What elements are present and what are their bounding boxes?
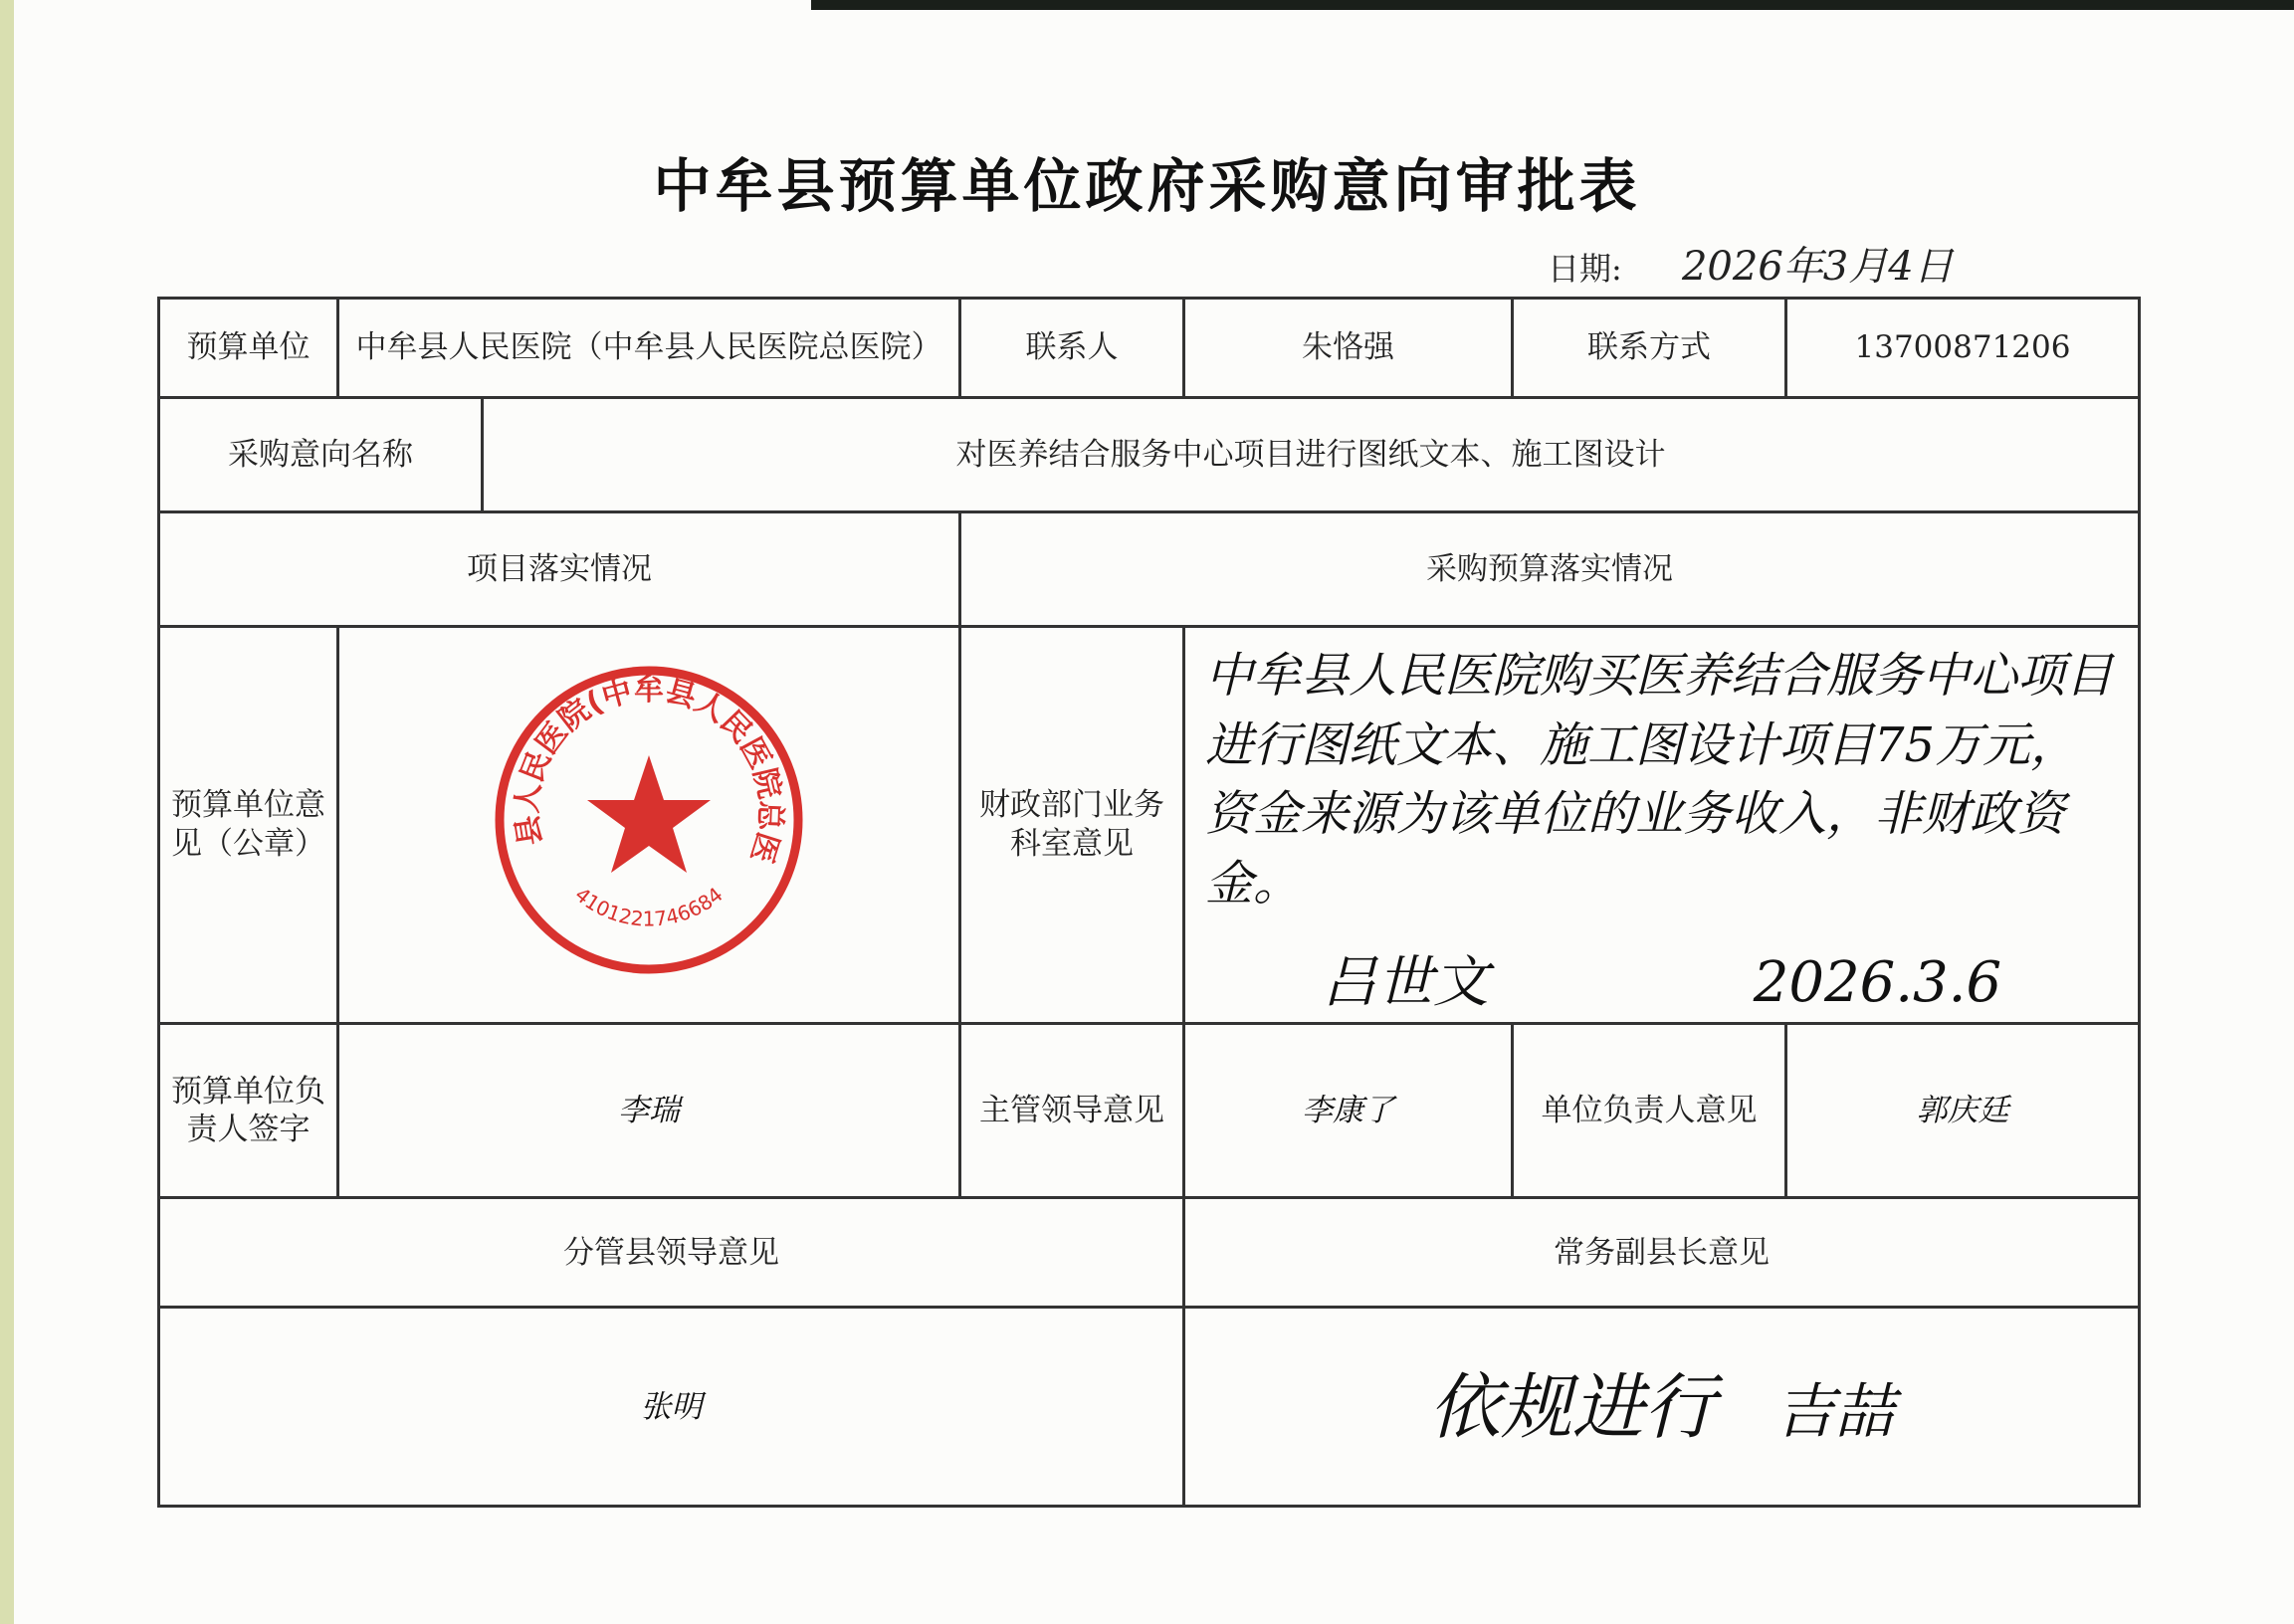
budget-unit-label: 预算单位 [159,299,338,398]
leader-signature: 李康了 [1184,1024,1513,1198]
unit-head-signature: 郭庆廷 [1786,1024,2140,1198]
unit-opinion-label: 预算单位意见（公章） [159,627,338,1024]
unit-head-label: 单位负责人意见 [1513,1024,1786,1198]
county-leader-signature: 张明 [159,1308,1184,1507]
deputy-signature: 吉喆 [1774,1376,1895,1447]
finance-opinion-text: 中牟县人民医院购买医养结合服务中心项目进行图纸文本、施工图设计项目75万元，资金来源为该单位的业务收入，非财政资金。 [1205,648,2114,912]
official-seal-cell [338,627,960,1024]
deputy-magistrate-cell [1184,1308,2140,1507]
procurement-name-value: 对医养结合服务中心项目进行图纸文本、施工图设计 [483,398,2140,512]
county-leader-header: 分管县领导意见 [159,1198,1184,1308]
finance-date: 2026.3.6 [1753,950,2002,1016]
deputy-magistrate-header: 常务副县长意见 [1184,1198,2140,1308]
seal-text: 县人民医院(中牟县人民医院总医 [510,673,788,868]
head-signature: 李瑞 [338,1024,960,1198]
approval-table [157,297,2141,1508]
finance-dept-label: 财政部门业务科室意见 [960,627,1184,1024]
deputy-opinion: 依规进行 [1428,1364,1716,1449]
phone-value: 13700871206 [1786,299,2140,398]
dark-edge [811,0,2294,10]
phone-label: 联系方式 [1513,299,1786,398]
finance-signer: 吕世文 [1321,950,1489,1016]
contact-value: 朱恪强 [1184,299,1513,398]
procurement-name-label: 采购意向名称 [159,398,483,512]
budget-unit-value: 中牟县人民医院（中牟县人民医院总医院） [338,299,960,398]
head-sign-label: 预算单位负责人签字 [159,1024,338,1198]
contact-label: 联系人 [960,299,1184,398]
finance-opinion-cell [1184,627,2140,1024]
form-title: 中牟县预算单位政府采购意向审批表 [653,152,1641,220]
date-line [1548,235,1954,292]
leader-opinion-label: 主管领导意见 [960,1024,1184,1198]
date-label: 日期: [1548,250,1622,288]
budget-status-header: 采购预算落实情况 [960,512,2140,627]
finance-sign-line [1189,948,2134,1018]
date-value: 2026年3月4日 [1681,244,1954,290]
project-status-header: 项目落实情况 [159,512,960,627]
seal-star-icon [587,755,711,873]
official-seal [490,661,808,979]
seal-code: 4101221746684 [570,883,728,931]
